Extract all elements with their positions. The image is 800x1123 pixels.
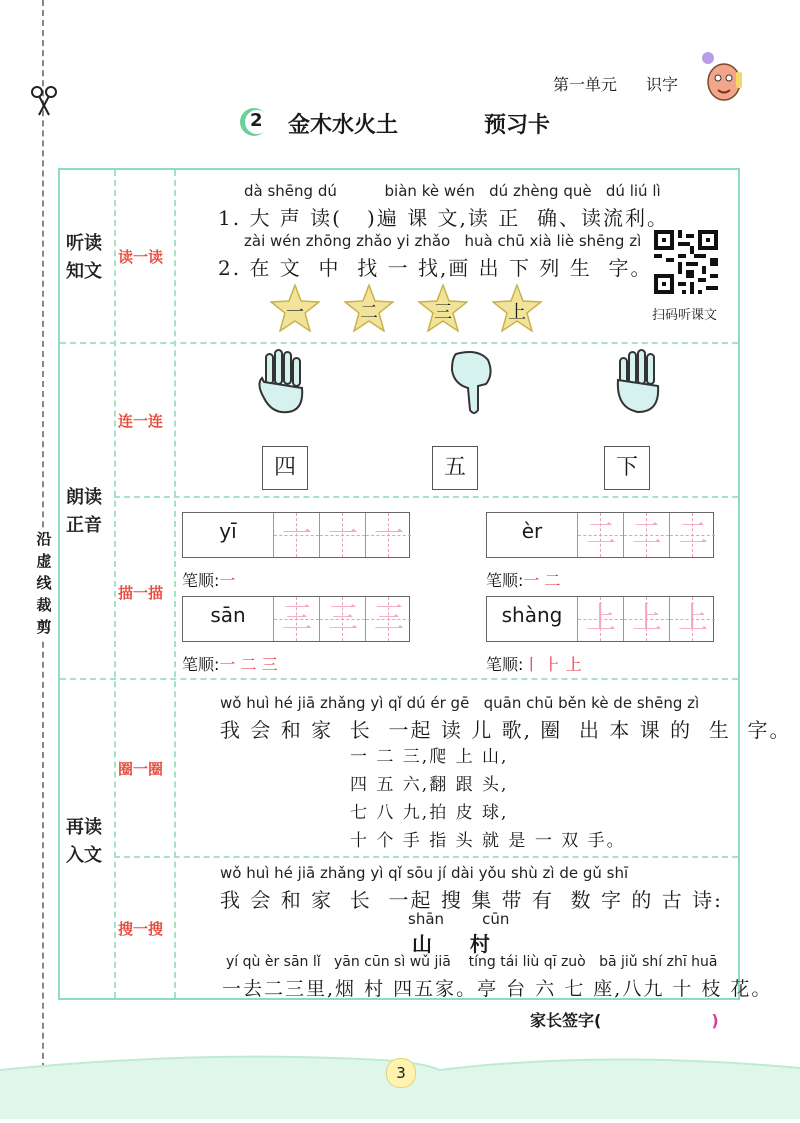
search-task-pinyin: wǒ huì hé jiā zhǎng yì qǐ sōu jí dài yǒu shù zì de gǔ shī [220, 864, 629, 882]
stroke-order: 笔顺:一 二 三 [182, 655, 278, 674]
category-label: 识字 [646, 75, 679, 94]
qr-code-icon[interactable] [654, 230, 718, 294]
card-title: 预习卡 [484, 113, 551, 138]
action-trace: 描一描 [118, 584, 164, 602]
hand-three-fingers-icon [612, 348, 668, 416]
signature-field[interactable] [614, 1008, 730, 1030]
qr-caption: 扫码听课文 [652, 308, 718, 323]
section-listen: 听读 知文 [66, 233, 102, 282]
poem-line: 四 五 六,翻 跟 头, [350, 775, 509, 795]
stroke-order: 笔顺:一 二 [486, 571, 561, 590]
match-card[interactable]: 四 [262, 446, 308, 490]
task1-pinyin: dà shēng dú biàn kè wén dú zhèng què dú liú lì [244, 182, 661, 200]
search-task-text: 我 会 和 家 长 一起 搜 集 带 有 数 字 的 古 诗: [220, 888, 723, 912]
writing-box[interactable]: sān 三 三 三 [182, 596, 410, 642]
section-read-aloud: 朗读 正音 [66, 487, 102, 536]
action-connect: 连一连 [118, 412, 164, 430]
writing-box[interactable]: yī 一 一 一 [182, 512, 410, 558]
writing-box[interactable]: shàng 上 上 上 [486, 596, 714, 642]
poem-full-line: 一去二三里,烟 村 四五家。亭 台 六 七 座,八九 十 枝 花。 [222, 978, 773, 1000]
unit-label: 第一单元 [553, 75, 618, 94]
action-circle: 圈一圈 [118, 760, 164, 778]
task2-text: 2. 在 文 中 找 一 找,画 出 下 列 生 字。 [218, 256, 653, 280]
poem-line-pinyin: yí qù èr sān lǐ yān cūn sì wǔ jiā tíng tái liù qī zuò bā jiǔ shí zhī huā [226, 954, 718, 970]
match-card[interactable]: 下 [604, 446, 650, 490]
poem-line: 十 个 手 指 头 就 是 一 双 手。 [350, 831, 626, 851]
star-card[interactable]: 三 [418, 284, 468, 336]
hand-four-fingers-icon [252, 348, 312, 416]
scissors-icon [30, 86, 58, 116]
section-reread: 再读 入文 [66, 817, 102, 866]
action-read: 读一读 [118, 248, 164, 266]
task2-pinyin: zài wén zhōng zhǎo yi zhǎo huà chū xià liè shēng zì [244, 232, 642, 250]
task1-text: 1. 大 声 读( )遍 课 文,读 正 确、读流利。 [218, 206, 669, 230]
lesson-title: 金木水火土 [288, 113, 399, 138]
stroke-order: 笔顺:丨 ⺊ 上 [486, 655, 582, 674]
cut-instruction: 沿虚线裁剪 [32, 528, 56, 638]
lesson-number-badge: 2 [238, 106, 270, 138]
circle-task-text: 我 会 和 家 长 一起 读 儿 歌, 圈 出 本 课 的 生 字。 [220, 718, 792, 742]
action-search: 搜一搜 [118, 920, 164, 938]
poem-title-pinyin: shān cūn [408, 910, 510, 928]
stroke-order: 笔顺:一 [182, 571, 236, 590]
star-card[interactable]: 二 [344, 284, 394, 336]
poem-title: 山 村 [412, 932, 492, 956]
star-card[interactable]: 一 [270, 284, 320, 336]
poem-line: 七 八 九,拍 皮 球, [350, 803, 509, 823]
hand-thumb-icon [448, 348, 496, 416]
mascot-icon [698, 50, 744, 106]
writing-box[interactable]: èr 二 二 二 [486, 512, 714, 558]
circle-task-pinyin: wǒ huì hé jiā zhǎng yì qǐ dú ér gē quān chū běn kè de shēng zì [220, 694, 700, 712]
poem-line: 一 二 三,爬 上 山, [350, 747, 509, 767]
page-number-badge: 3 [386, 1058, 416, 1088]
star-card[interactable]: 上 [492, 284, 542, 336]
parent-signature-label: 家长签字( ) [530, 1011, 719, 1030]
match-card[interactable]: 五 [432, 446, 478, 490]
